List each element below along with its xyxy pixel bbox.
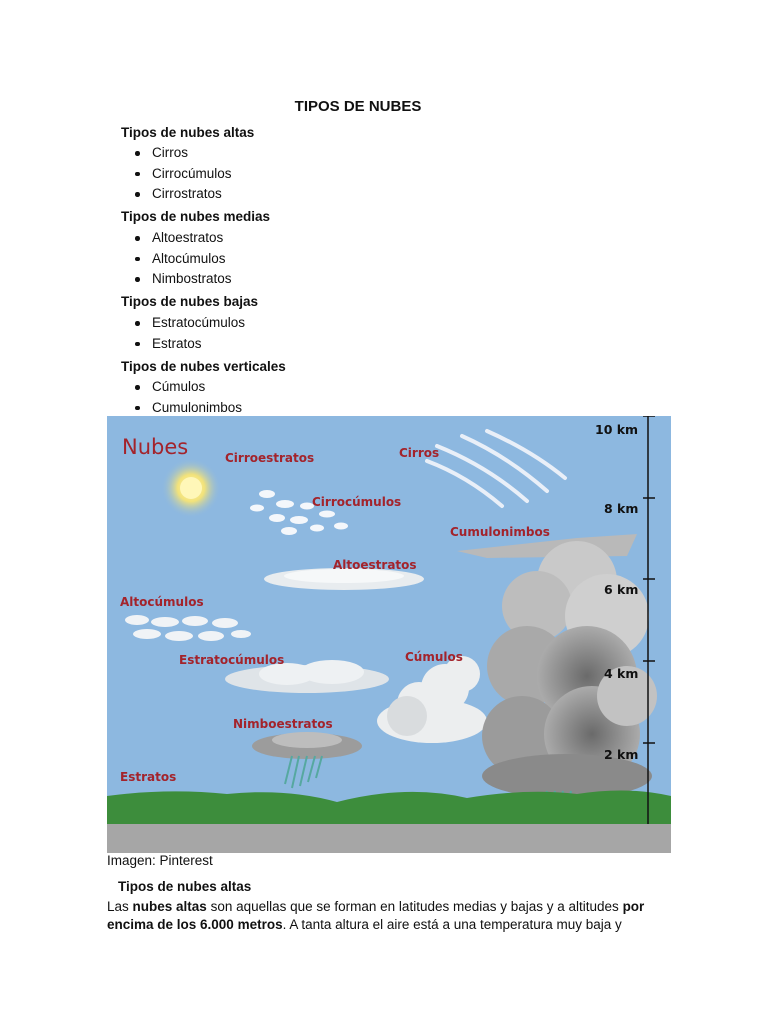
list-verticales [121,377,242,418]
figure-heading: Nubes [122,435,189,459]
list-item: Altoestratos [121,228,232,249]
clouds-figure [107,416,671,853]
body-paragraph [107,898,667,934]
list-medias [121,228,232,290]
altitude-label-10km: 10 km [595,422,639,437]
label-cirroestratos: Cirroestratos [225,451,315,465]
list-item: Nimbostratos [121,269,232,290]
list-item: Estratos [121,334,245,355]
paragraph-bold: nubes altas [132,899,207,914]
section-subheading: Tipos de nubes altas [118,879,252,894]
label-cirros: Cirros [399,446,440,460]
label-altocumulos: Altocúmulos [120,595,204,609]
altitude-label-4km: 4 km [604,666,639,681]
label-cumulos: Cúmulos [405,650,463,664]
paragraph-text: . A tanta altura el aire está a una temperatura muy baja y [282,917,622,932]
section-heading-medias: Tipos de nubes medias [121,209,271,224]
paragraph-bold: por encima de los 6.000 metros [107,899,645,932]
list-bajas [121,313,245,354]
list-item: Cúmulos [121,377,242,398]
list-item: Cirros [121,143,232,164]
label-cirrocumulos: Cirrocúmulos [312,495,402,509]
page-title: TIPOS DE NUBES [294,98,422,115]
label-altoestratos: Altoestratos [333,558,417,572]
list-item: Cumulonimbos [121,398,242,419]
section-heading-bajas: Tipos de nubes bajas [121,294,259,309]
ground [107,824,671,853]
label-estratos: Estratos [120,770,177,784]
list-item: Estratocúmulos [121,313,245,334]
paragraph-text: son aquellas que se forman en latitudes medias y bajas y a altitudes [206,899,623,914]
label-nimboestratos: Nimboestratos [233,717,333,731]
section-heading-verticales: Tipos de nubes verticales [121,359,286,374]
label-estratocumulos: Estratocúmulos [179,653,285,667]
list-item: Altocúmulos [121,249,232,270]
altitude-label-2km: 2 km [604,747,639,762]
figure-caption: Imagen: Pinterest [107,853,213,868]
clouds-illustration [107,416,671,853]
section-heading-altas: Tipos de nubes altas [121,125,255,140]
label-cumulonimbos: Cumulonimbos [450,525,550,539]
paragraph-text: Las [107,899,133,914]
hills [107,790,671,826]
list-item: Cirrostratos [121,184,232,205]
list-item: Cirrocúmulos [121,164,232,185]
list-altas [121,143,232,205]
sun-core [180,477,202,499]
altitude-label-6km: 6 km [604,582,639,597]
altitude-label-8km: 8 km [604,501,639,516]
